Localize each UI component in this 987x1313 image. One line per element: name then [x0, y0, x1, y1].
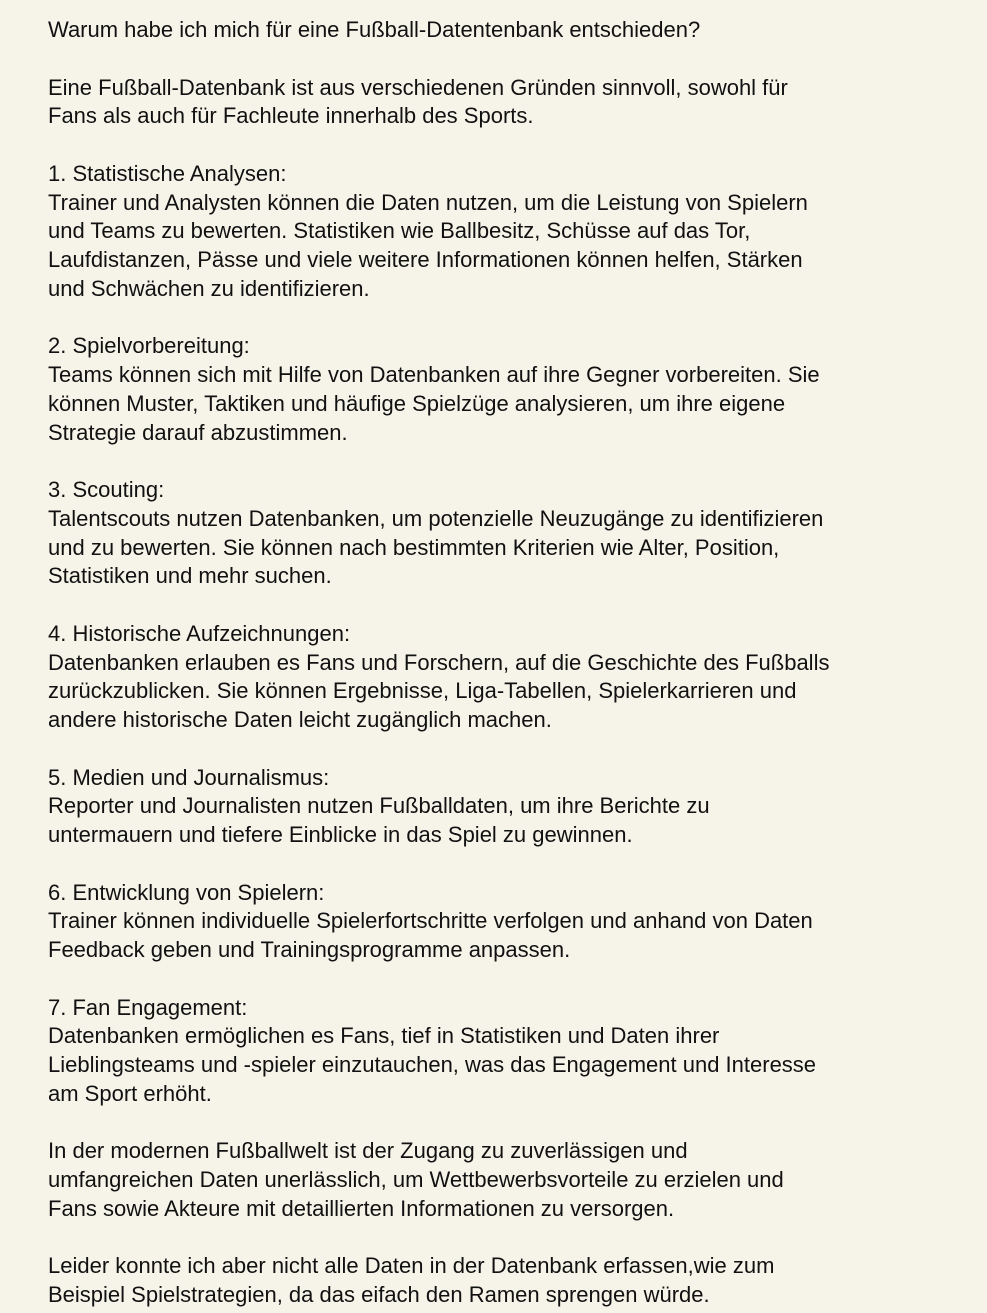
- paragraph-gap: [48, 850, 947, 879]
- text-line: Warum habe ich mich für eine Fußball-Datentenbank entschieden?: [48, 17, 701, 42]
- paragraph-gap: [48, 1109, 947, 1138]
- text-line: Lieblingsteams und -spieler einzutauchen, was das Engagement und Interesse: [48, 1052, 817, 1077]
- section-heading: 7. Fan Engagement:: [48, 994, 248, 1020]
- text-line: Laufdistanzen, Pässe und viele weitere Informationen können helfen, Stärken: [48, 247, 803, 272]
- conclusion-paragraph: [48, 1137, 947, 1223]
- text-line: Strategie darauf abzustimmen.: [48, 419, 348, 445]
- paragraph-gap: [48, 304, 947, 333]
- section-heading: 5. Medien und Journalismus:: [48, 764, 330, 790]
- text-line: und zu bewerten. Sie können nach bestimmten Kriterien wie Alter, Position,: [48, 534, 780, 560]
- paragraph-gap: [48, 131, 947, 160]
- text-line: Teams können sich mit Hilfe von Datenbanken auf ihre Gegner vorbereiten. Sie: [48, 362, 820, 387]
- text-line: umfangreichen Daten unerlässlich, um Wettbewerbsvorteile zu erzielen und: [48, 1167, 784, 1192]
- text-line: Trainer können individuelle Spielerfortschritte verfolgen und anhand von Daten: [48, 908, 813, 934]
- section-fan-engagement: [48, 994, 947, 1109]
- text-line: Fans als auch für Fachleute innerhalb des Sports.: [48, 103, 534, 129]
- section-heading: 4. Historische Aufzeichnungen:: [48, 620, 351, 646]
- text-line: Talentscouts nutzen Datenbanken, um potenzielle Neuzugänge zu identifizieren: [48, 505, 824, 531]
- text-line: Feedback geben und Trainingsprogramme anpassen.: [48, 937, 571, 962]
- text-line: am Sport erhöht.: [48, 1080, 212, 1106]
- closing-note: [48, 1252, 947, 1310]
- section-heading: 3. Scouting:: [48, 477, 165, 502]
- section-statistische-analysen: [48, 160, 947, 304]
- section-heading: 1. Statistische Analysen:: [48, 160, 287, 186]
- text-line: und Teams zu bewerten. Statistiken wie Ballbesitz, Schüsse auf das Tor,: [48, 218, 751, 244]
- text-line: zurückzublicken. Sie können Ergebnisse, Liga-Tabellen, Spielerkarrieren und: [48, 678, 797, 704]
- text-line: Fans sowie Akteure mit detaillierten Informationen zu versorgen.: [48, 1195, 675, 1221]
- text-line: Trainer und Analysten können die Daten nutzen, um die Leistung von Spielern: [48, 189, 808, 215]
- text-line: Reporter und Journalisten nutzen Fußballdaten, um ihre Berichte zu: [48, 793, 710, 819]
- section-heading: 2. Spielvorbereitung:: [48, 333, 250, 359]
- paragraph-gap: [48, 45, 947, 74]
- text-line: Beispiel Spielstrategien, da das eifach den Ramen sprengen würde.: [48, 1282, 710, 1307]
- intro-paragraph: [48, 74, 947, 132]
- text-line: andere historische Daten leicht zugänglich machen.: [48, 707, 552, 732]
- section-heading: 6. Entwicklung von Spielern:: [48, 879, 325, 905]
- section-scouting: [48, 476, 947, 591]
- text-line: Datenbanken ermöglichen es Fans, tief in Statistiken und Daten ihrer: [48, 1023, 720, 1049]
- section-spielvorbereitung: [48, 332, 947, 447]
- intro-question: [48, 16, 947, 45]
- text-line: Eine Fußball-Datenbank ist aus verschiedenen Gründen sinnvoll, sowohl für: [48, 74, 788, 100]
- section-historische-aufzeichnungen: [48, 620, 947, 735]
- text-line: In der modernen Fußballwelt ist der Zugang zu zuverlässigen und: [48, 1138, 688, 1164]
- section-medien-und-journalismus: [48, 764, 947, 850]
- text-line: Leider konnte ich aber nicht alle Daten in der Datenbank erfassen,wie zum: [48, 1253, 775, 1279]
- text-line: untermauern und tiefere Einblicke in das Spiel zu gewinnen.: [48, 822, 633, 847]
- paragraph-gap: [48, 1224, 947, 1253]
- text-line: Statistiken und mehr suchen.: [48, 563, 332, 589]
- paragraph-gap: [48, 965, 947, 994]
- text-line: Datenbanken erlauben es Fans und Forschern, auf die Geschichte des Fußballs: [48, 649, 830, 675]
- paragraph-gap: [48, 447, 947, 476]
- paragraph-gap: [48, 591, 947, 620]
- text-line: können Muster, Taktiken und häufige Spielzüge analysieren, um ihre eigene: [48, 390, 786, 416]
- paragraph-gap: [48, 735, 947, 764]
- section-entwicklung-von-spielern: [48, 879, 947, 965]
- text-line: und Schwächen zu identifizieren.: [48, 275, 370, 301]
